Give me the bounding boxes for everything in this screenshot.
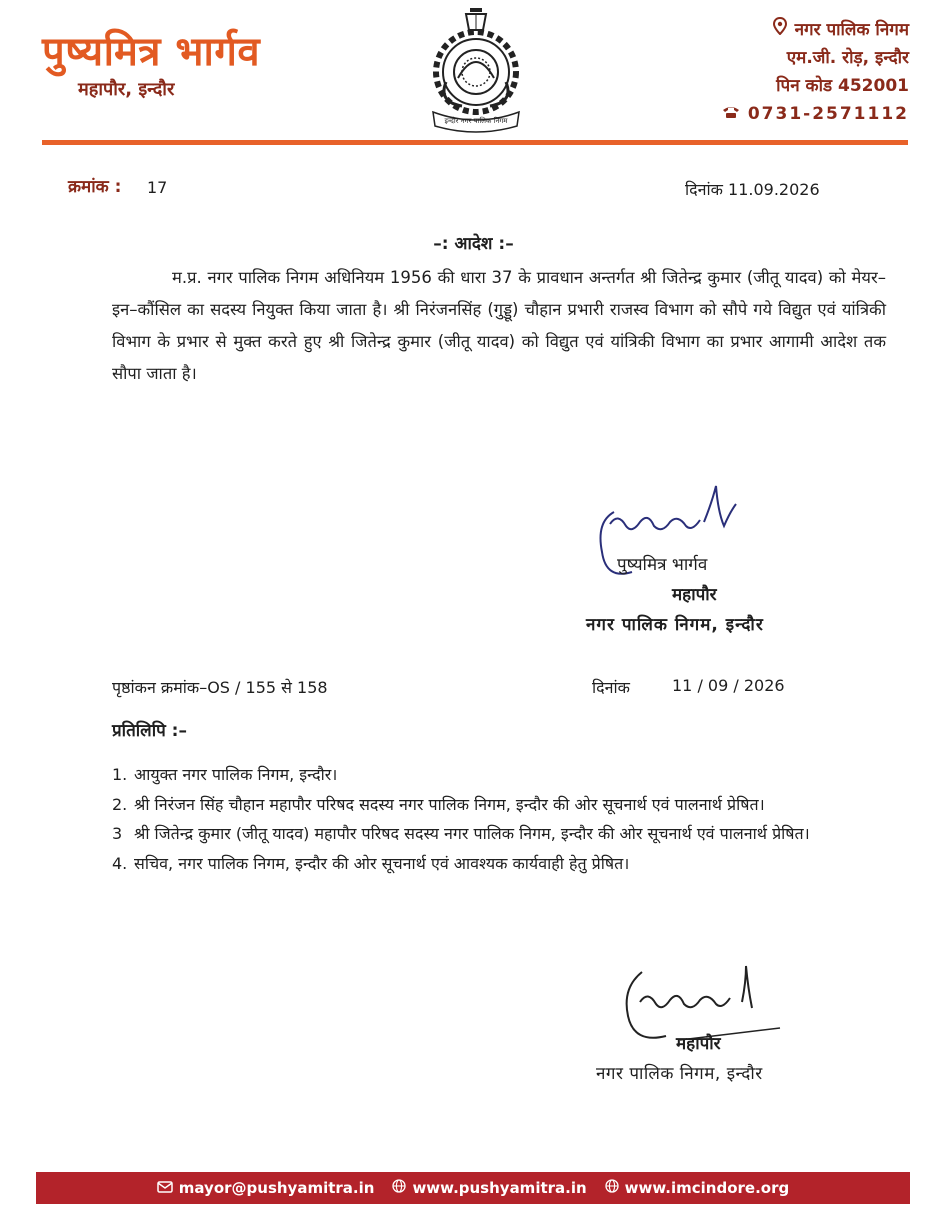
- sender-name: पुष्यमित्र भार्गव: [42, 29, 261, 75]
- mail-icon: [157, 1179, 173, 1197]
- footer-website-1[interactable]: www.pushyamitra.in: [412, 1179, 587, 1197]
- signatory-organization: नगर पालिक निगम, इन्दौर: [586, 615, 764, 635]
- address-block: [722, 16, 909, 128]
- list-item-text: श्री निरंजन सिंह चौहान महापौर परिषद सदस्य नगर पालिक निगम, इन्दौर की ओर सूचनार्थ एवं पालनार्थ प्रेषित।: [134, 794, 765, 814]
- municipal-emblem-icon: [421, 6, 531, 134]
- footer-website-2[interactable]: www.imcindore.org: [624, 1179, 790, 1197]
- list-item-number: 3: [112, 824, 123, 843]
- list-item-text: श्री जितेन्द्र कुमार (जीतू यादव) महापौर परिषद सदस्य नगर पालिक निगम, इन्दौर की ओर सूचनार्थ एवं पालनार्थ प्रेषित।: [134, 824, 810, 843]
- address-line-3: पिन कोड 452001: [776, 76, 909, 96]
- list-item-number: 2.: [112, 794, 128, 814]
- order-heading: –: आदेश :–: [433, 234, 514, 254]
- endorsement-date-label: दिनांक: [592, 678, 630, 697]
- phone-number: 0731-2571112: [747, 104, 909, 124]
- list-item-text: सचिव, नगर पालिक निगम, इन्दौर की ओर सूचनार्थ एवं आवश्यक कार्यवाही हेतु प्रेषित।: [134, 853, 630, 873]
- signatory-organization-2: नगर पालिक निगम, इन्दौर: [596, 1064, 763, 1084]
- endorsement-date: 11 / 09 / 2026: [672, 676, 785, 695]
- globe-icon: [605, 1179, 619, 1197]
- order-date: दिनांक 11.09.2026: [685, 180, 820, 199]
- list-item: [112, 849, 892, 879]
- footer-bar: [36, 1172, 910, 1204]
- address-line-2: एम.जी. रोड़, इन्दौर: [786, 48, 909, 68]
- address-line-1: नगर पालिक निगम: [794, 20, 909, 40]
- footer-email-item[interactable]: [157, 1179, 375, 1197]
- phone-icon: [722, 100, 740, 128]
- copies-list: [112, 760, 892, 878]
- footer-website-1-item[interactable]: [392, 1179, 586, 1197]
- footer-email[interactable]: mayor@pushyamitra.in: [178, 1179, 375, 1197]
- list-item-number: 1.: [112, 765, 128, 784]
- emblem-caption: इन्दौर नगर पालिक निगम: [444, 117, 508, 125]
- footer-website-2-item[interactable]: [605, 1179, 790, 1197]
- list-item: [112, 760, 892, 790]
- signatory-post: महापौर: [672, 585, 717, 605]
- endorsement-number: पृष्ठांकन क्रमांक–OS / 155 से 158: [112, 678, 328, 697]
- list-item-text: आयुक्त नगर पालिक निगम, इन्दौर।: [134, 765, 338, 784]
- order-body: म.प्र. नगर पालिक निगम अधिनियम 1956 की धारा 37 के प्रावधान अन्तर्गत श्री जितेन्द्र कुमार (जीतू यादव) को मेयर–इन–कौंसिल का सदस्य नियुक्त किया जाता है। श्री निरंजनसिंह (गुड्डू) चौहान प्रभारी राजस्व विभाग को सौपे गये विद्युत एवं यांत्रिकी विभाग के प्रभार से मुक्त करते हुए श्री जितेन्द्र कुमार (जीतू यादव) को विद्युत एवं यांत्रिकी विभाग का प्रभार आगामी आदेश तक सौपा जाता है।: [112, 268, 886, 383]
- header-divider: [42, 140, 908, 145]
- location-pin-icon: [773, 16, 787, 44]
- signatory-post-2: महापौर: [676, 1034, 721, 1054]
- signatory-name: पुष्यमित्र भार्गव: [617, 555, 708, 575]
- reference-number-value: 17: [147, 178, 168, 197]
- copies-title: प्रतिलिपि :–: [112, 721, 187, 741]
- globe-icon: [392, 1179, 406, 1197]
- reference-number-label: क्रमांक :: [68, 177, 122, 197]
- list-item: [112, 790, 892, 820]
- sender-title: महापौर, इन्दौर: [78, 79, 175, 100]
- list-item-number: 4.: [112, 853, 128, 873]
- list-item: [112, 819, 892, 849]
